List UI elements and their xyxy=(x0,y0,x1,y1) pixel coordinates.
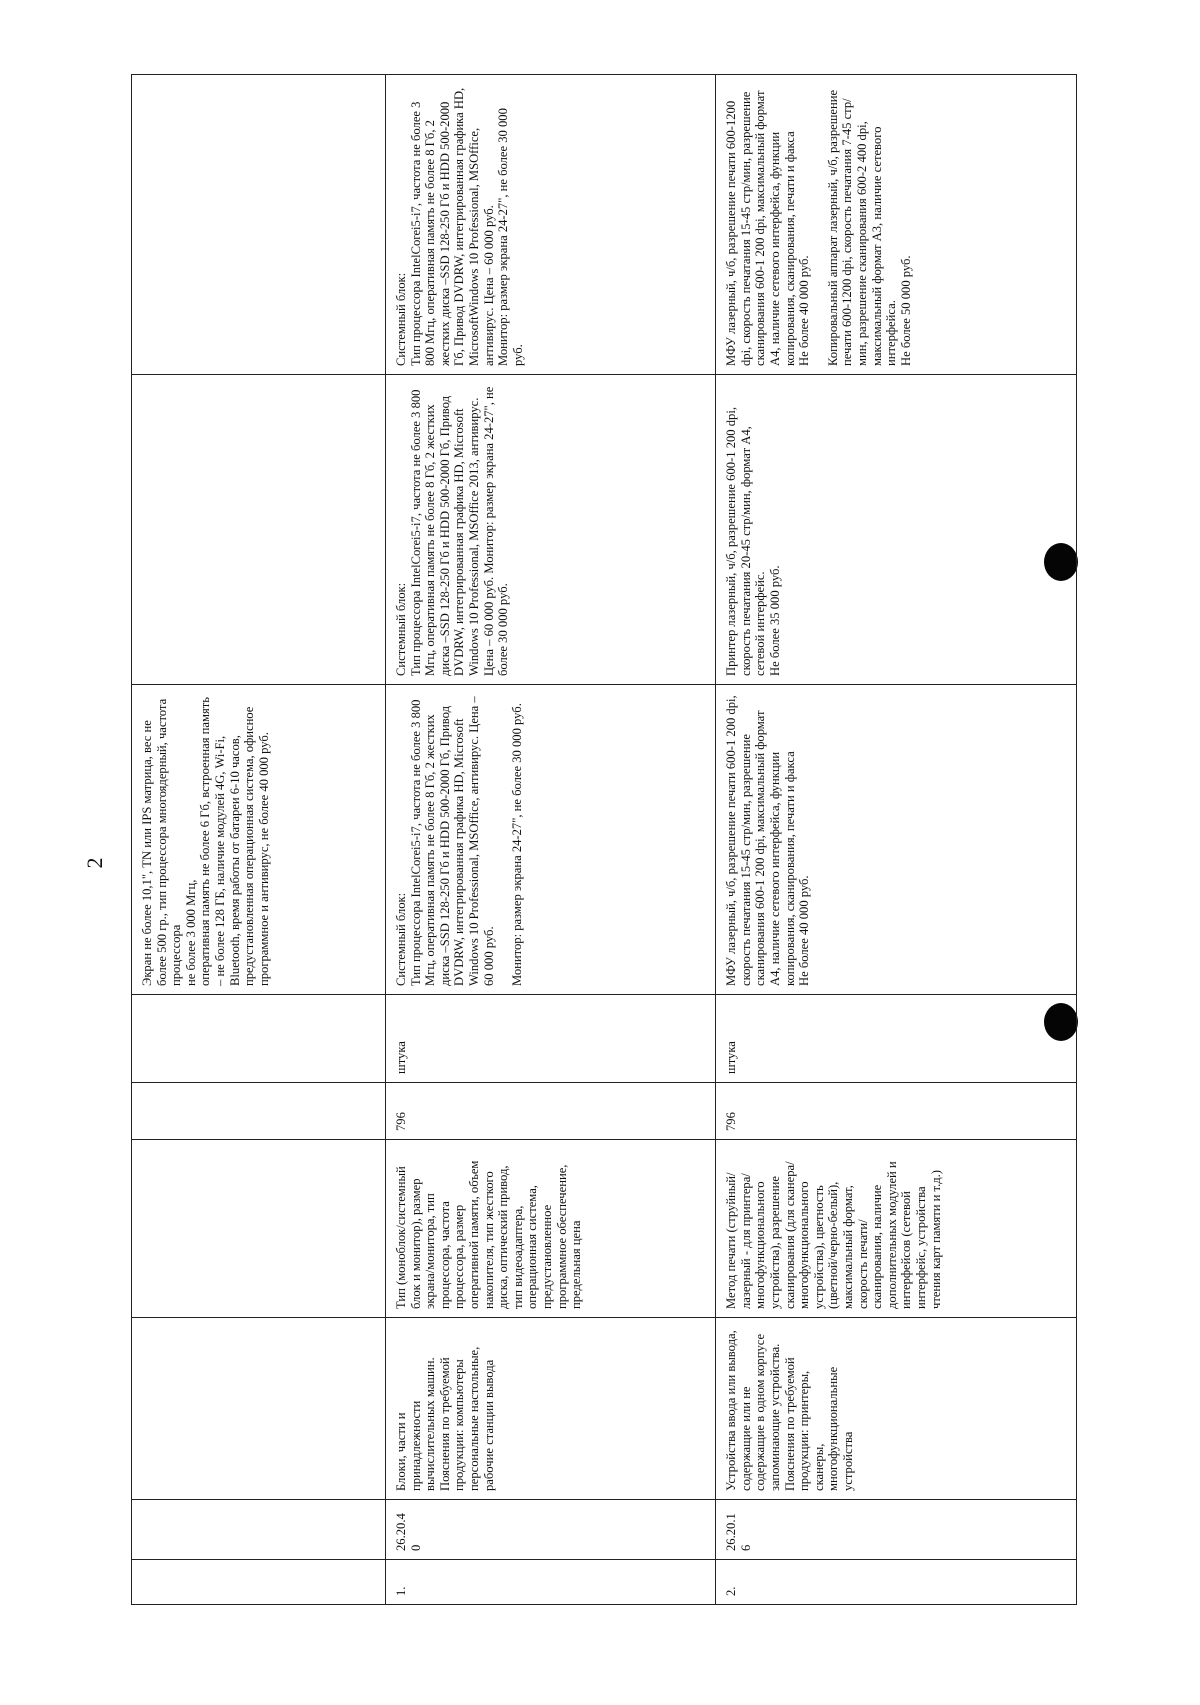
unit: штука xyxy=(716,995,1077,1083)
row-number xyxy=(132,1560,386,1605)
table-row xyxy=(716,75,1077,1605)
value-col-3 xyxy=(132,75,386,375)
product-name xyxy=(132,1318,386,1500)
row-number: 2. xyxy=(716,1560,1077,1605)
value-col-1 xyxy=(132,685,386,995)
table-row xyxy=(132,75,386,1605)
value-text: МФУ лазерный, ч/б, разрешение печати 600-1200 dpi, скорость печатания 15-45 стр/мин, разрешение сканирования 600-1 200 dpi, максимальный формат А4, наличие сетевого интерфейса, функции копирования, сканирования, печати и факса Не более 40 000 руб. xyxy=(724,90,812,366)
value-text: Системный блок: Тип процессора IntelCorei5-i7, частота не более 3 800 Мгц, оперативная память не более 8 Гб, 2 жестких диска –SSD 128-250 Гб и HDD 500-2000 Гб, Привод DVDRW, интегрированная графика HD, Microsoft Windows 10 Professional, MSOffice 2013, антивирус. Цена – 60 000 руб. Монитор: размер экрана 24-27", не более 30 000 руб. xyxy=(394,386,511,676)
table-row xyxy=(386,75,716,1605)
okpd-code xyxy=(132,1500,386,1560)
product-name: Блоки, части и принадлежности вычислительных машин. Пояснения по требуемой продукции: компьютеры персональные настольные, рабочие станции вывода xyxy=(386,1318,716,1500)
value-extra-text: Монитор: размер экрана 24-27", не более 30 000 руб. xyxy=(510,703,525,986)
value-col-2 xyxy=(132,375,386,685)
row-number: 1. xyxy=(386,1560,716,1605)
value-col-2 xyxy=(716,375,1077,685)
value-col-1 xyxy=(386,685,716,995)
value-text: Экран не более 10,1", TN или IPS матрица, вес не более 500 гр., тип процессора многоядерный, частота процессора не более 3 000 Мгц, оперативная память не более 6 Гб, встроенная память – не более 128 ГБ, наличие модулей 4G, Wi-Fi, Bluetooth, время работы от батареи 6-10 часов, предустановленная операционная система, офисное программное и антивирус, не более 40 000 руб. xyxy=(140,697,271,986)
unit-code: 796 xyxy=(386,1083,716,1140)
value-text: МФУ лазерный, ч/б, разрешение печати 600-1 200 dpi, скорость печатания 15-45 стр/мин, разрешение сканирования 600-1 200 dpi, максимальный формат А4, наличие сетевого интерфейса, функции копирования, сканирования, печати и факса Не более 40 000 руб. xyxy=(724,695,812,986)
unit: штука xyxy=(386,995,716,1083)
value-col-2 xyxy=(386,375,716,685)
value-col-3 xyxy=(386,75,716,375)
spacer xyxy=(496,695,510,986)
characteristic: Метод печати (струйный/лазерный - для принтера/многофункционального устройства), разрешение сканирования (для сканера/многофункционального устройства), цветность (цветной/черно-белый), максимальный формат, скорость печати/сканирования, наличие дополнительных модулей и интерфейсов (сетевой интерфейс, устройства чтения карт памяти и т.д.) xyxy=(716,1140,1077,1318)
unit-code xyxy=(132,1083,386,1140)
unit-code: 796 xyxy=(716,1083,1077,1140)
page-number: 2 xyxy=(82,857,107,869)
value-col-3 xyxy=(716,75,1077,375)
requirements-table-rotated xyxy=(131,75,1077,1605)
characteristic: Тип (моноблок/системный блок и монитор), размер экрана/монитора, тип процессора, частота процессора, размер оперативной памяти, объем накопителя, тип жесткого диска, оптический привод, тип видеоадаптера, операционная система, предустановленное программное обеспечение, предельная цена xyxy=(386,1140,716,1318)
characteristic xyxy=(132,1140,386,1318)
product-name: Устройства ввода или вывода, содержащие или не содержащие в одном корпусе запоминающие устройства. Пояснения по требуемой продукции: принтеры, сканеры, многофункциональные устройства xyxy=(716,1318,1077,1500)
requirements-table xyxy=(131,74,1077,1605)
okpd-code: 26.20.40 xyxy=(386,1500,716,1560)
value-text: Системный блок: Тип процессора IntelCorei5-i7, частота не более 3 800 Мгц, оперативная память не более 8 Гб, 2 жестких диска –SSD 128-250 Гб и HDD 500-2000 Гб, Привод DVDRW, интегрированная графика HD, MicrosoftWindows 10 Professional, MSOffice, антивирус. Цена – 60 000 руб. Монитор: размер экрана 24-27", не более 30 000 руб. xyxy=(394,87,525,366)
spacer xyxy=(812,85,826,366)
unit xyxy=(132,995,386,1083)
okpd-code: 26.20.16 xyxy=(716,1500,1077,1560)
value-text: Системный блок: Тип процессора IntelCorei5-i7, частота не более 3 800 Мгц, оперативная память не более 8 Гб, 2 жестких диска –SSD 128-250 Гб и HDD 500-2000 Гб, Привод DVDRW, интегрированная графика HD, Microsoft Windows 10 Professional, MSOffice, антивирус. Цена – 60 000 руб. xyxy=(394,696,496,986)
value-text: Принтер лазерный, ч/б, разрешение 600-1 200 dpi, скорость печатания 20-45 стр/мин, формат А4, сетевой интерфейс. Не более 35 000 руб. xyxy=(724,407,783,676)
value-col-1 xyxy=(716,685,1077,995)
value-extra-text: Копировальный аппарат лазерный, ч/б, разрешение печати 600-1200 dpi, скорость печатания 7-45 стр/мин, разрешение сканирования 600-2 400 dpi, максимальный формат А3, наличие сетевого интерфейса. Не более 50 000 руб. xyxy=(825,89,913,366)
